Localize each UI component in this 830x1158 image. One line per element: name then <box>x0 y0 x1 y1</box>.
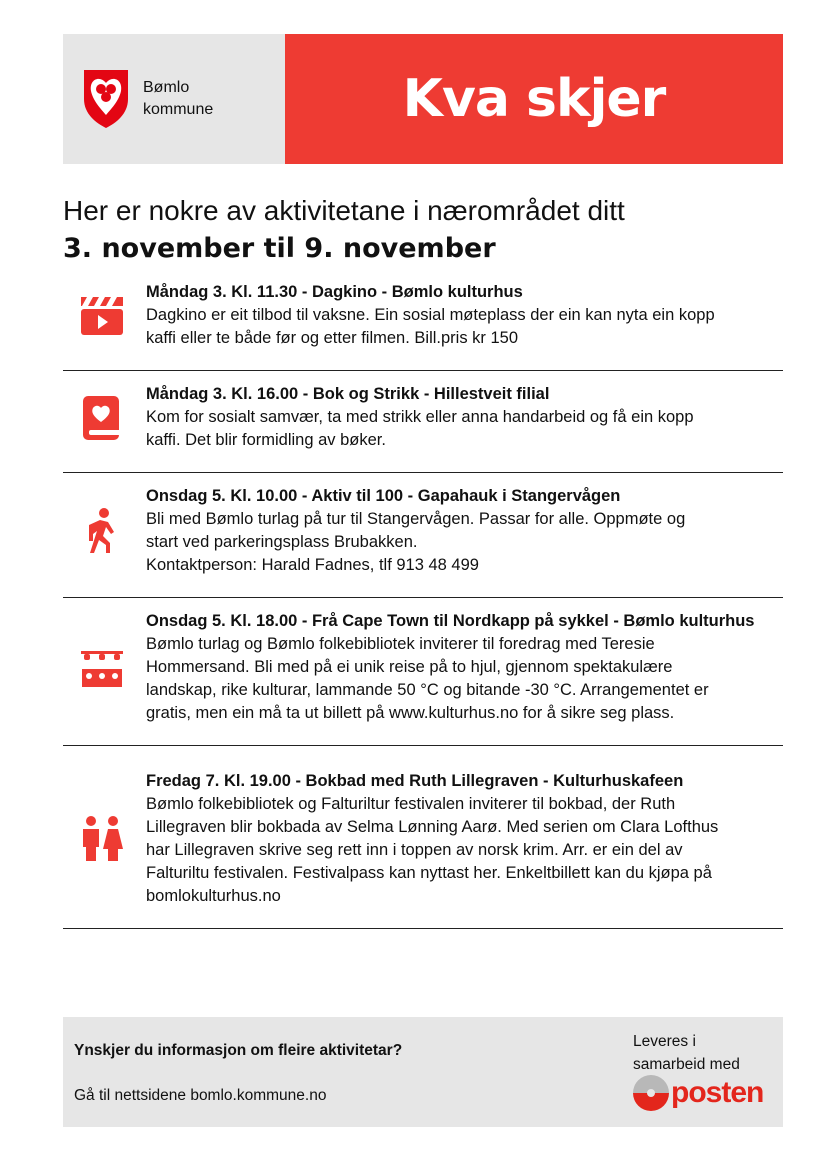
walking-person-icon <box>63 485 146 577</box>
event-description-line: Kontaktperson: Harald Fadnes, tlf 913 48 499 <box>146 556 479 574</box>
partner-text <box>633 1030 740 1076</box>
event-description-line: Lillegraven blir bokbada av Selma Lønning Aarø. Med serien om Clara Lofthus <box>146 818 719 836</box>
event-item <box>63 758 783 929</box>
event-description-line: Bømlo turlag og Bømlo folkebibliotek inviterer til foredrag med Teresie <box>146 635 655 653</box>
posten-symbol-icon <box>633 1075 669 1111</box>
logo-line2: kommune <box>143 101 214 118</box>
event-item <box>63 281 783 371</box>
event-description-line: Hommersand. Bli med på ei unik reise på to hjul, gjennom spektakulære <box>146 658 673 676</box>
footer-question: Ynskjer du informasjon om fleire aktivitetar? <box>74 1042 403 1059</box>
partner-line1: Leveres i <box>633 1033 696 1050</box>
event-description-line: Bli med Bømlo turlag på tur til Stangervågen. Passar for alle. Oppmøte og <box>146 510 686 528</box>
event-description-line: bomlokulturhus.no <box>146 887 281 905</box>
event-item <box>63 383 783 473</box>
intro <box>63 192 625 268</box>
date-range: 3. november til 9. november <box>63 233 496 264</box>
coat-of-arms-icon <box>83 69 129 129</box>
two-people-icon <box>63 770 146 908</box>
event-list <box>63 281 783 941</box>
header <box>63 34 783 164</box>
theater-audience-icon <box>63 610 146 725</box>
intro-line: Her er nokre av aktivitetane i nærområdet ditt <box>63 195 625 226</box>
event-description-line: landskap, rike kulturar, lammande 50 °C og bitande -30 °C. Arrangementet er <box>146 681 709 699</box>
logo-line1: Bømlo <box>143 79 190 96</box>
event-title: Onsdag 5. Kl. 18.00 - Frå Cape Town til Nordkapp på sykkel - Bømlo kulturhus <box>146 612 755 630</box>
event-description-line: kaffi. Det blir formidling av bøker. <box>146 431 386 449</box>
page-title: Kva skjer <box>402 69 666 129</box>
event-item <box>63 610 783 746</box>
event-title: Fredag 7. Kl. 19.00 - Bokbad med Ruth Lillegraven - Kulturhuskafeen <box>146 772 684 790</box>
footer <box>63 1017 783 1127</box>
posten-wordmark: posten <box>671 1076 764 1109</box>
footer-link[interactable]: Gå til nettsidene bomlo.kommune.no <box>74 1087 327 1104</box>
event-description-line: Bømlo folkebibliotek og Falturiltur festivalen inviterer til bokbad, der Ruth <box>146 795 676 813</box>
event-description-line: gratis, men ein må ta ut billett på www.kulturhus.no for å sikre seg plass. <box>146 704 675 722</box>
book-heart-icon <box>63 383 146 452</box>
event-item <box>63 485 783 598</box>
event-description-line: Dagkino er eit tilbod til vaksne. Ein sosial møteplass der ein kan nyta ein kopp <box>146 306 715 324</box>
event-description-line: har Lillegraven skrive seg rett inn i toppen av norsk krim. Arr. er ein del av <box>146 841 683 859</box>
posten-logo <box>633 1075 763 1111</box>
event-description-line: Falturiltu festivalen. Festivalpass kan nyttast her. Enkeltbillett kan du kjøpa på <box>146 864 712 882</box>
municipality-logo <box>63 34 285 164</box>
event-title: Onsdag 5. Kl. 10.00 - Aktiv til 100 - Gapahauk i Stangervågen <box>146 487 621 505</box>
film-clapper-icon <box>63 281 146 350</box>
event-title: Måndag 3. Kl. 16.00 - Bok og Strikk - Hillestveit filial <box>146 385 550 403</box>
event-title: Måndag 3. Kl. 11.30 - Dagkino - Bømlo kulturhus <box>146 283 523 301</box>
partner-line2: samarbeid med <box>633 1056 740 1073</box>
event-description-line: Kom for sosialt samvær, ta med strikk eller anna handarbeid og få ein kopp <box>146 408 694 426</box>
event-description-line: kaffi eller te både før og etter filmen. Bill.pris kr 150 <box>146 329 519 347</box>
event-description-line: start ved parkeringsplass Brubakken. <box>146 533 418 551</box>
